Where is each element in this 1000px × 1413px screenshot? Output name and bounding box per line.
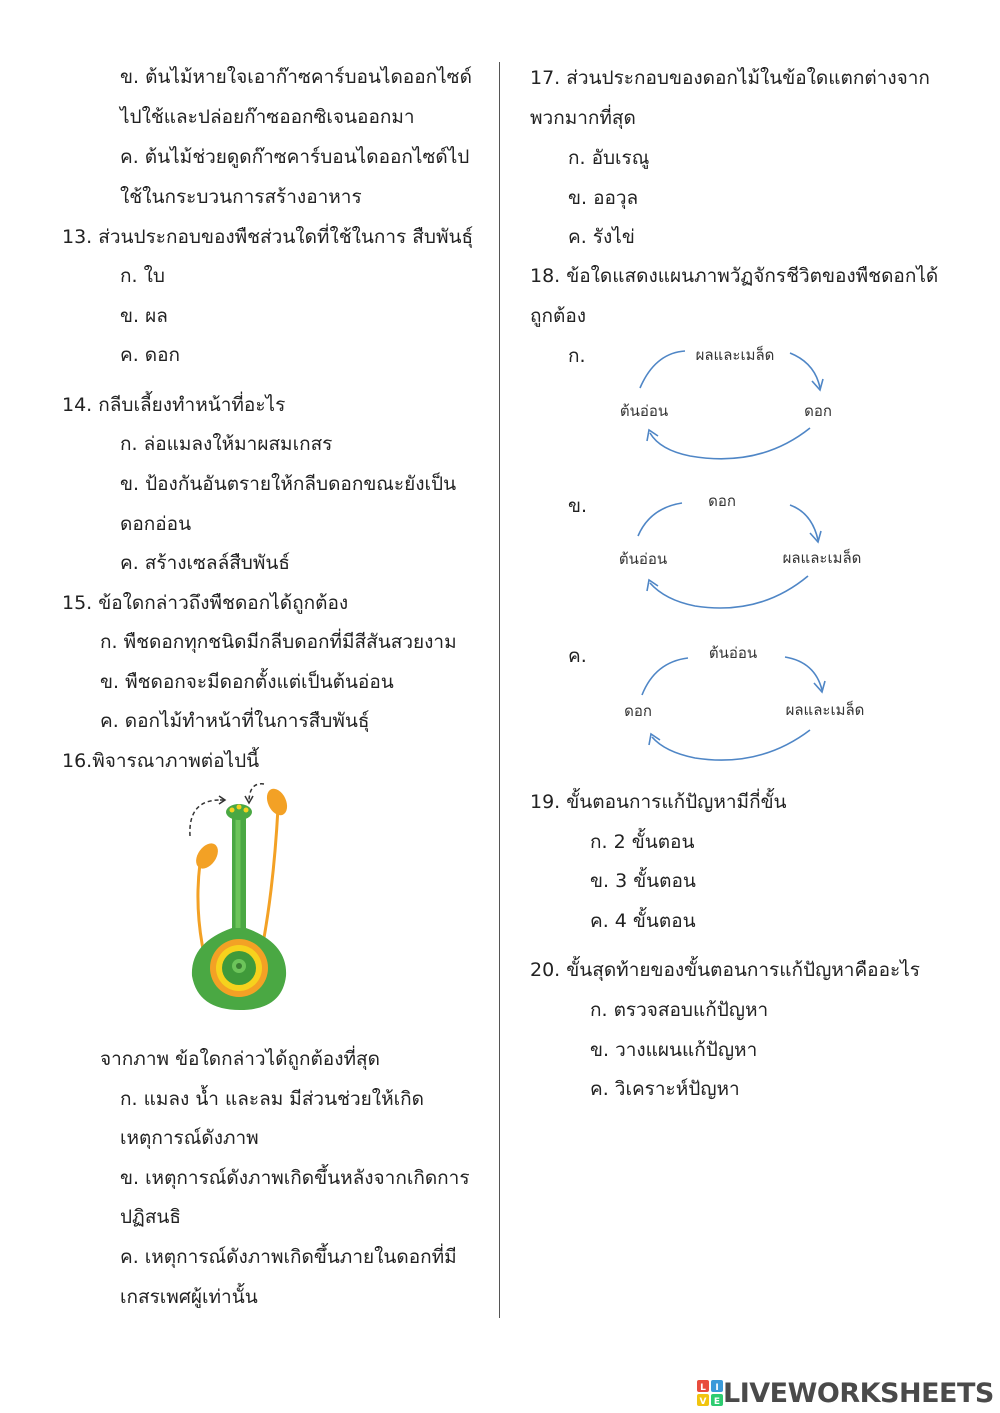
q18-c-node-top: ต้นอ่อน [708,644,758,662]
q12-option-b-line2: ไปใช้และปล่อยก๊าซออกซิเจนออกมา [120,106,415,128]
q17-option-b[interactable]: ข. ออวุล [568,187,639,209]
q18-option-c-label[interactable]: ค. [568,645,587,667]
logo-text: LIVEWORKSHEETS [723,1377,994,1409]
q18-c-node-left: ดอก [624,702,652,720]
q18-option-a-label[interactable]: ก. [568,345,586,367]
q18-c-node-right: ผลและเมล็ด [785,701,865,719]
q20-option-b[interactable]: ข. วางแผนแก้ปัญหา [590,1039,758,1061]
svg-text:L: L [700,1383,706,1393]
q18-question-line1: 18. ข้อใดแสดงแผนภาพวัฏจักรชีวิตของพืชดอกได้ [530,265,939,287]
q19-question: 19. ขั้นตอนการแก้ปัญหามีกี่ขั้น [530,791,787,813]
q13-option-c[interactable]: ค. ดอก [120,344,181,366]
q17-question-line2: พวกมากที่สุด [530,107,636,129]
q19-option-a[interactable]: ก. 2 ขั้นตอน [590,831,695,853]
q18-cycle-diagram-c[interactable] [600,640,880,765]
logo-mark-icon [697,1380,723,1406]
q16-option-b-line1[interactable]: ข. เหตุการณ์ดังภาพเกิดขึ้นหลังจากเกิดการ [120,1167,470,1189]
q13-option-a[interactable]: ก. ใบ [120,265,165,287]
q12-option-b-line1: ข. ต้นไม้หายใจเอาก๊าซคาร์บอนไดออกไซด์ [120,66,472,88]
q17-question-line1: 17. ส่วนประกอบของดอกไม้ในข้อใดแตกต่างจาก [530,67,930,89]
q19-option-c[interactable]: ค. 4 ขั้นตอน [590,910,696,932]
q19-option-b[interactable]: ข. 3 ขั้นตอน [590,870,696,892]
q12-option-c-line2: ใช้ในกระบวนการสร้างอาหาร [120,186,362,208]
q14-option-b-line2[interactable]: ดอกอ่อน [120,513,192,535]
q16-option-b-line2[interactable]: ปฏิสนธิ [120,1206,181,1228]
q20-question: 20. ขั้นสุดท้ายของขั้นตอนการแก้ปัญหาคืออะไร [530,959,920,981]
q18-b-node-top: ดอก [708,492,736,510]
q16-option-c-line1[interactable]: ค. เหตุการณ์ดังภาพเกิดขึ้นภายในดอกที่มี [120,1246,457,1268]
q15-option-a[interactable]: ก. พืชดอกทุกชนิดมีกลีบดอกที่มีสีสันสวยงาม [100,631,457,653]
svg-text:E: E [713,1397,721,1407]
q16-stem: จากภาพ ข้อใดกล่าวได้ถูกต้องที่สุด [100,1048,380,1070]
q15-option-c[interactable]: ค. ดอกไม้ทำหน้าที่ในการสืบพันธุ์ [100,710,370,732]
q18-a-node-left: ต้นอ่อน [619,402,669,420]
q15-question: 15. ข้อใดกล่าวถึงพืชดอกได้ถูกต้อง [62,592,349,614]
q12-option-c-line1: ค. ต้นไม้ช่วยดูดก๊าซคาร์บอนไดออกไซด์ไป [120,146,470,168]
q16-option-a-line1[interactable]: ก. แมลง น้ำ และลม มีส่วนช่วยให้เกิด [120,1088,424,1110]
q18-b-node-left: ต้นอ่อน [618,550,668,568]
q18-b-node-right: ผลและเมล็ด [782,549,862,567]
q14-option-c[interactable]: ค. สร้างเซลล์สืบพันธ์ [120,552,290,574]
q13-question: 13. ส่วนประกอบของพืชส่วนใดที่ใช้ในการ สืบพันธุ์ [62,226,474,248]
q18-question-line2: ถูกต้อง [530,305,587,327]
q13-option-b[interactable]: ข. ผล [120,305,168,327]
q20-option-c[interactable]: ค. วิเคราะห์ปัญหา [590,1078,740,1100]
q17-option-a[interactable]: ก. อับเรณู [568,147,650,169]
q15-option-b[interactable]: ข. พืชดอกจะมีดอกตั้งแต่เป็นต้นอ่อน [100,671,394,693]
q16-option-c-line2[interactable]: เกสรเพศผู้เท่านั้น [120,1286,258,1308]
q14-question: 14. กลีบเลี้ยงทำหน้าที่อะไร [62,394,286,416]
q18-option-b-label[interactable]: ข. [568,495,588,517]
q17-option-c[interactable]: ค. รังไข่ [568,226,635,248]
q16-question: 16.พิจารณาภาพต่อไปนี้ [62,750,260,772]
q20-option-a[interactable]: ก. ตรวจสอบแก้ปัญหา [590,999,769,1021]
svg-text:V: V [699,1397,707,1407]
q16-option-a-line2[interactable]: เหตุการณ์ดังภาพ [120,1127,259,1149]
q14-option-b-line1[interactable]: ข. ป้องกันอันตรายให้กลีบดอกขณะยังเป็น [120,473,457,495]
q18-cycle-diagram-b[interactable] [600,488,880,613]
column-divider [499,62,500,1318]
q18-a-node-right: ดอก [804,402,832,420]
liveworksheets-logo[interactable] [697,1377,994,1409]
svg-text:I: I [715,1383,719,1393]
q18-cycle-diagram-a[interactable] [600,338,850,463]
q18-a-node-top: ผลและเมล็ด [695,346,775,364]
q14-option-a[interactable]: ก. ล่อแมลงให้มาผสมเกสร [120,433,333,455]
pollination-illustration [180,778,300,1018]
